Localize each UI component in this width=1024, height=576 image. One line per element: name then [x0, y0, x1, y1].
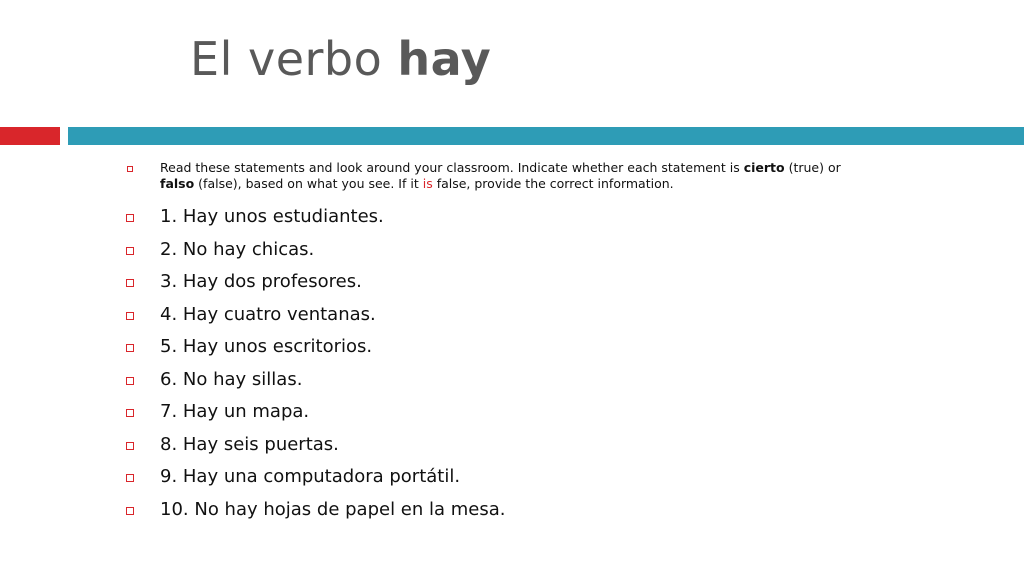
- statement-item: [122, 396, 842, 429]
- square-bullet-icon: [126, 312, 134, 320]
- statement-text: 3. Hay dos profesores.: [160, 271, 362, 292]
- statement-text: 6. No hay sillas.: [160, 368, 303, 390]
- title-prefix: El verbo: [190, 32, 398, 86]
- instructions-part1: Read these statements and look around your classroom. Indicate whether each statement is: [160, 160, 744, 175]
- square-bullet-icon: [126, 279, 134, 287]
- statement-text: 5. Hay unos escritorios.: [160, 336, 373, 357]
- accent-bar-red: [0, 127, 60, 145]
- square-bullet-icon: [126, 344, 134, 352]
- statement-text: 2. No hay chicas.: [160, 238, 315, 260]
- instructions-cierto: cierto: [743, 160, 785, 175]
- instructions-falso: falso: [160, 176, 195, 191]
- statement-text: 4. Hay cuatro ventanas.: [160, 303, 376, 325]
- square-bullet-icon: [127, 166, 133, 172]
- statement-text: 8. Hay seis puertas.: [160, 433, 339, 455]
- statement-text: 9. Hay una computadora portátil.: [160, 466, 461, 487]
- statement-item: [122, 364, 842, 397]
- instructions-is-highlight: is: [422, 176, 433, 191]
- statement-text: 7. Hay un mapa.: [160, 401, 310, 422]
- accent-bar-blue: [68, 127, 1024, 145]
- statement-item: [122, 494, 842, 527]
- square-bullet-icon: [126, 409, 134, 417]
- statement-item: [122, 201, 842, 234]
- square-bullet-icon: [126, 474, 134, 482]
- instructions-part2: (true) or: [784, 160, 841, 175]
- square-bullet-icon: [126, 247, 134, 255]
- statement-text: 1. Hay unos estudiantes.: [160, 206, 384, 227]
- statement-list: [122, 201, 842, 526]
- statement-text: 10. No hay hojas de papel en la mesa.: [160, 498, 506, 520]
- statement-item: [122, 299, 842, 332]
- square-bullet-icon: [126, 377, 134, 385]
- title-emphasis: hay: [397, 32, 492, 86]
- statement-item: [122, 234, 842, 267]
- instructions-part4: false, provide the correct information.: [432, 176, 674, 191]
- square-bullet-icon: [126, 214, 134, 222]
- statement-item: [122, 331, 842, 364]
- statement-item: [122, 429, 842, 462]
- statement-item: [122, 461, 842, 494]
- square-bullet-icon: [126, 507, 134, 515]
- instructions-paragraph: [122, 160, 842, 192]
- instructions-part3: (false), based on what you see. If it: [194, 176, 423, 191]
- slide-title: [190, 32, 492, 86]
- statement-item: [122, 266, 842, 299]
- slide-content: [122, 160, 842, 526]
- square-bullet-icon: [126, 442, 134, 450]
